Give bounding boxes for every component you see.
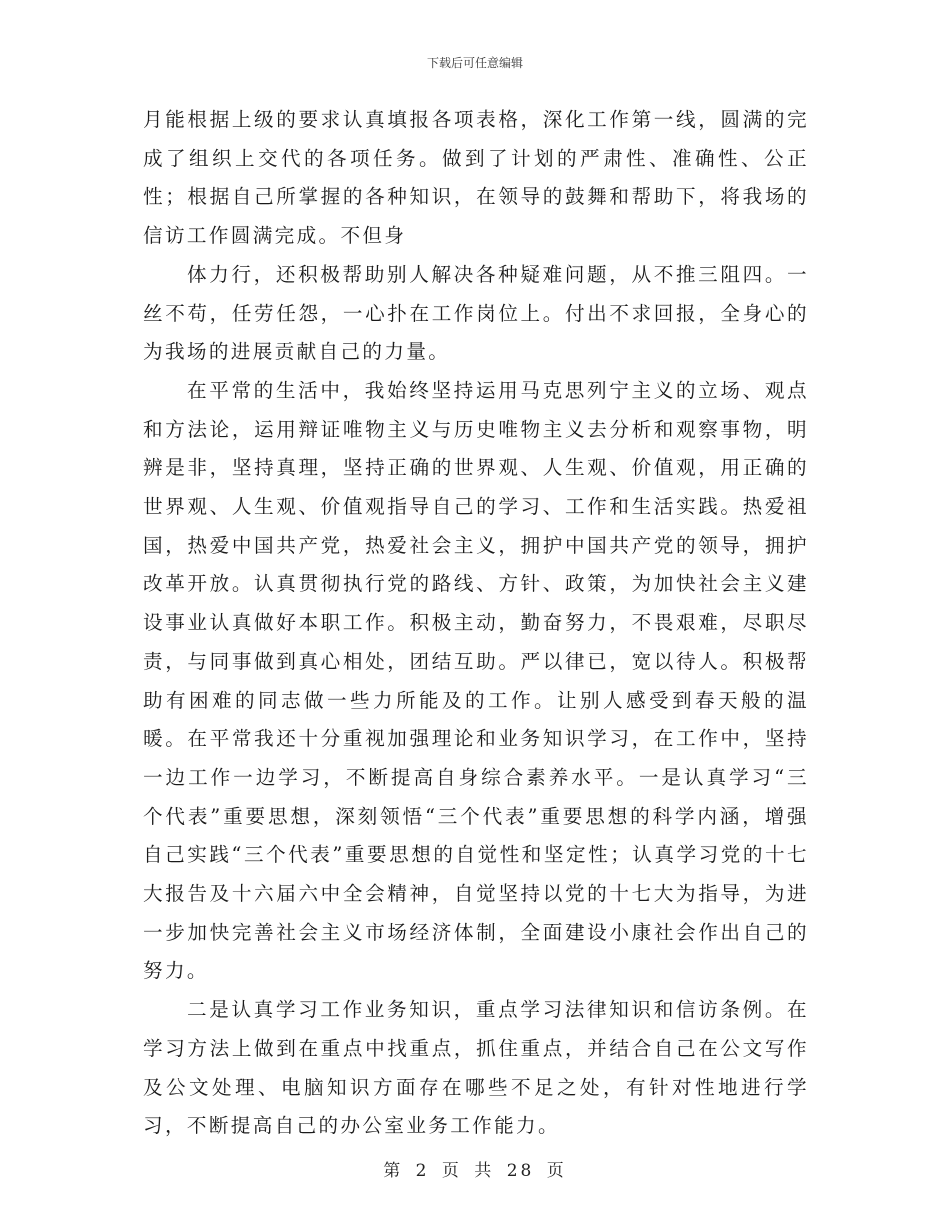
document-body: [143, 101, 809, 1146]
page-footer: 第 2 页 共 28 页: [383, 1161, 567, 1181]
page-header: 下载后可任意编辑: [426, 56, 523, 70]
paragraph-1: 月能根据上级的要求认真填报各项表格，深化工作第一线，圆满的完成了组织上交代的各项任务。做到了计划的严肃性、准确性、公正性；根据自己所掌握的各种知识，在领导的鼓舞和帮助下，将我场的信访工作圆满完成。不但身: [143, 108, 809, 248]
paragraph-2: 体力行，还积极帮助别人解决各种疑难问题，从不推三阻四。一丝不苟，任劳任怨，一心扑在工作岗位上。付出不求回报，全身心的为我场的进展贡献自己的力量。: [143, 262, 809, 364]
paragraph-4: 二是认真学习工作业务知识，重点学习法律知识和信访条例。在学习方法上做到在重点中找重点，抓住重点，并结合自己在公文写作及公文处理、电脑知识方面存在哪些不足之处，有针对性地进行学习，不断提高自己的办公室业务工作能力。: [143, 998, 809, 1138]
paragraph-3: 在平常的生活中，我始终坚持运用马克思列宁主义的立场、观点和方法论，运用辩证唯物主义与历史唯物主义去分析和观察事物，明辨是非，坚持真理，坚持正确的世界观、人生观、价值观，用正确的世界观、人生观、价值观指导自己的学习、工作和生活实践。热爱祖国，热爱中国共产党，热爱社会主义，拥护中国共产党的领导，拥护改革开放。认真贯彻执行党的路线、方针、政策，为加快社会主义建设事业认真做好本职工作。积极主动，勤奋努力，不畏艰难，尽职尽责，与同事做到真心相处，团结互助。严以律已，宽以待人。积极帮助有困难的同志做一些力所能及的工作。让别人感受到春天般的温暖。在平常我还十分重视加强理论和业务知识学习，在工作中，坚持一边工作一边学习，不断提高自身综合素养水平。一是认真学习“三个代表”重要思想，深刻领悟“三个代表”重要思想的科学内涵，增强自己实践“三个代表”重要思想的自觉性和坚定性；认真学习党的十七大报告及十六届六中全会精神，自觉坚持以党的十七大为指导，为进一步加快完善社会主义市场经济体制，全面建设小康社会作出自己的努力。: [143, 378, 809, 983]
